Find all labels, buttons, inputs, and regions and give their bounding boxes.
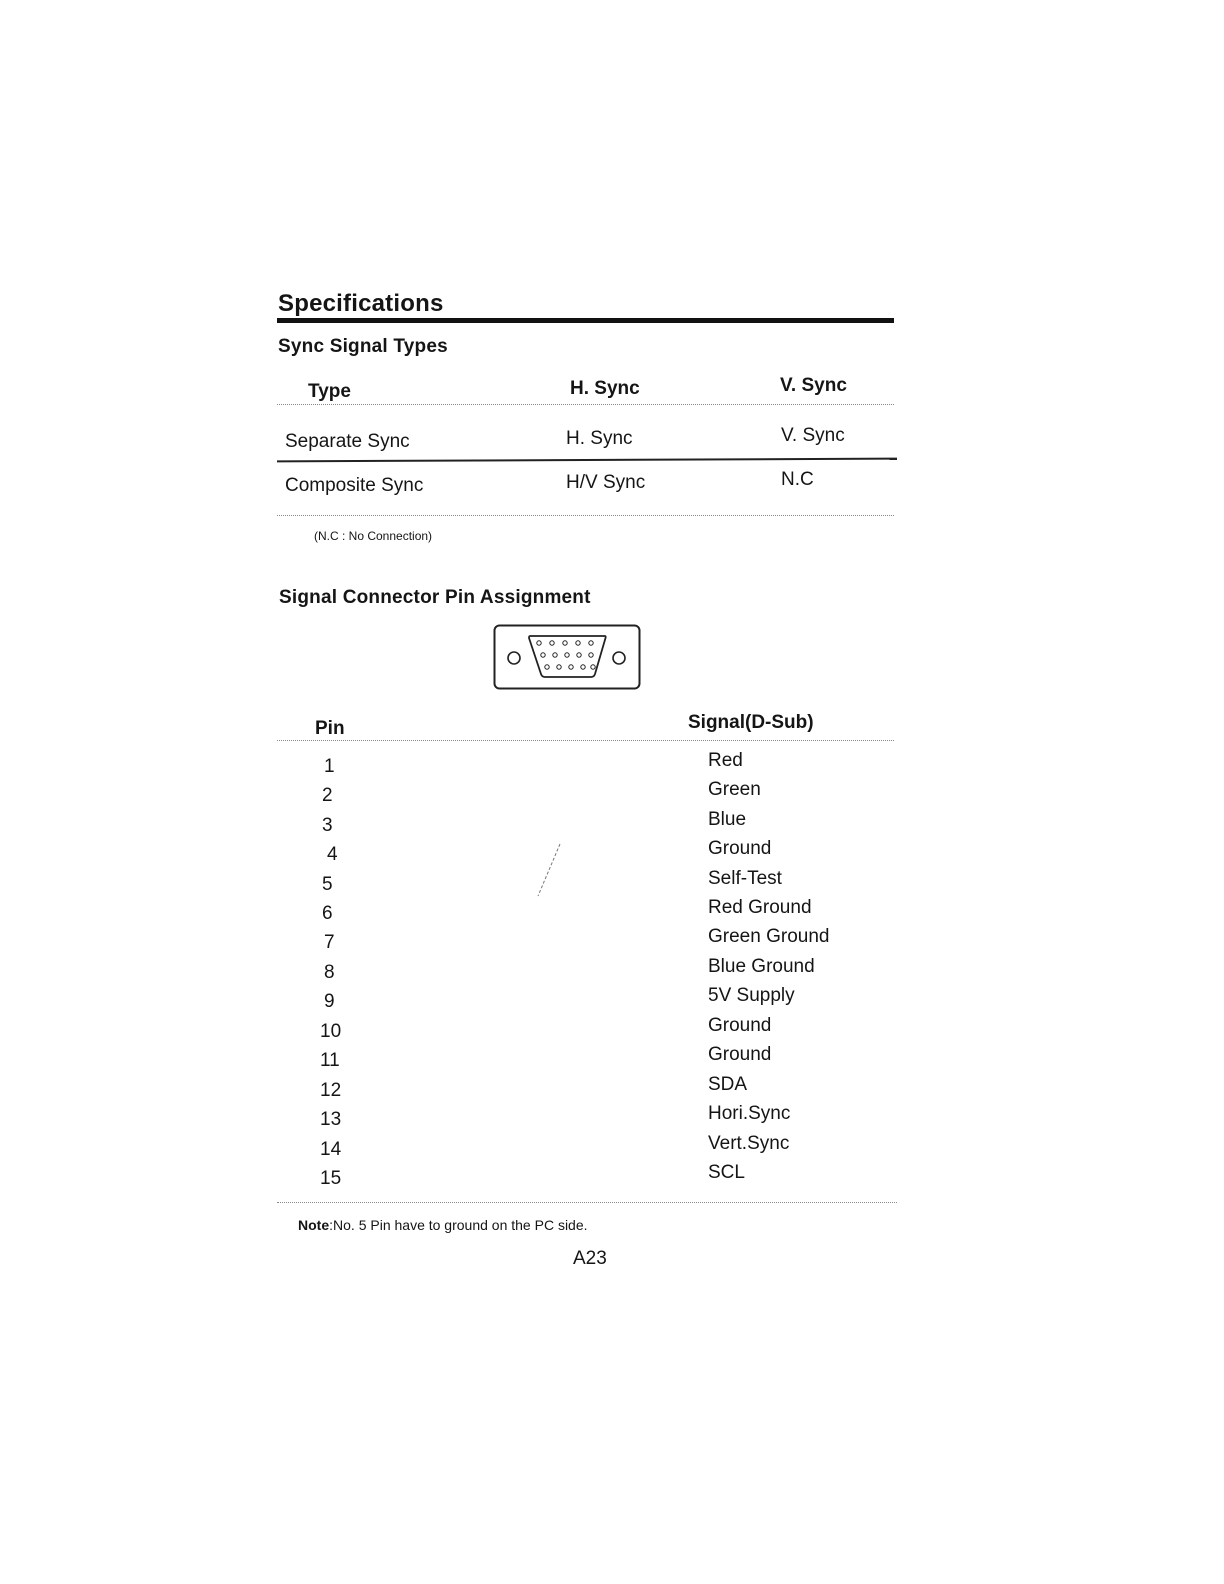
pin-assignment-heading: Signal Connector Pin Assignment xyxy=(279,587,591,608)
table-row xyxy=(0,868,1224,904)
pin-number: 2 xyxy=(322,785,333,806)
pin-signal: Self-Test xyxy=(708,868,782,889)
pin-signal: Vert.Sync xyxy=(708,1133,790,1154)
pin-number: 15 xyxy=(320,1168,342,1189)
pin-signal: Ground xyxy=(708,1044,772,1065)
pin-signal: Red Ground xyxy=(708,897,812,918)
table-row xyxy=(0,897,1224,933)
pin-number: 4 xyxy=(327,844,338,865)
sync-signal-heading: Sync Signal Types xyxy=(278,336,448,357)
col-header-signal: Signal(D-Sub) xyxy=(688,712,814,733)
table-row xyxy=(0,1015,1224,1051)
col-header-h-sync: H. Sync xyxy=(570,378,640,399)
col-header-pin: Pin xyxy=(315,718,345,739)
pin-signal: Red xyxy=(708,750,743,771)
col-header-type: Type xyxy=(308,381,351,402)
pin-number: 12 xyxy=(320,1080,342,1101)
nc-footnote: (N.C : No Connection) xyxy=(314,529,433,543)
pin-signal: Blue Ground xyxy=(708,956,815,977)
table-row xyxy=(0,1133,1224,1169)
pin-number: 5 xyxy=(322,874,333,895)
pin-number: 3 xyxy=(322,815,333,836)
pin-signal: Blue xyxy=(708,809,747,830)
pin-number: 10 xyxy=(320,1021,342,1042)
table-row xyxy=(0,750,1224,786)
table-row xyxy=(0,779,1224,815)
pin-number: 6 xyxy=(322,903,333,924)
pin-signal: 5V Supply xyxy=(708,985,795,1006)
page-title: Specifications xyxy=(278,290,444,317)
note-text: :No. 5 Pin have to ground on the PC side. xyxy=(329,1217,588,1233)
pin-number: 14 xyxy=(320,1139,342,1160)
table-row xyxy=(0,926,1224,962)
sync-row-2-h-sync: H/V Sync xyxy=(566,472,646,493)
sync-row-1-v-sync: V. Sync xyxy=(781,425,845,446)
table-row xyxy=(0,1044,1224,1080)
sync-row-2-v-sync: N.C xyxy=(781,469,814,490)
pin-number: 7 xyxy=(324,932,335,953)
sync-row-1-type: Separate Sync xyxy=(285,431,410,452)
table-row xyxy=(0,1162,1224,1198)
pin-number: 13 xyxy=(320,1109,342,1130)
sync-row-2-type: Composite Sync xyxy=(285,475,424,496)
pin-signal: SDA xyxy=(708,1074,748,1095)
pin-signal: Hori.Sync xyxy=(708,1103,791,1124)
table-row xyxy=(0,809,1224,845)
pin-number: 8 xyxy=(324,962,335,983)
pin-note xyxy=(298,1217,588,1233)
table-row xyxy=(0,1103,1224,1139)
col-header-v-sync: V. Sync xyxy=(780,375,847,396)
table-row xyxy=(0,956,1224,992)
sync-row-1-h-sync: H. Sync xyxy=(566,428,633,449)
pin-number: 11 xyxy=(320,1050,340,1071)
pin-table-bottom-rule xyxy=(277,1202,897,1203)
stray-mark-icon xyxy=(530,840,570,902)
pin-signal: Green xyxy=(708,779,761,800)
pin-signal: Ground xyxy=(708,1015,772,1036)
pin-number: 1 xyxy=(324,756,335,777)
table-row xyxy=(0,985,1224,1021)
pin-signal: Ground xyxy=(708,838,772,859)
page-number: A23 xyxy=(573,1248,607,1269)
pin-number: 9 xyxy=(324,991,335,1012)
table-row xyxy=(0,1074,1224,1110)
note-label: Note xyxy=(298,1217,330,1233)
pin-signal: SCL xyxy=(708,1162,745,1183)
pin-signal: Green Ground xyxy=(708,926,830,947)
table-row xyxy=(0,838,1224,874)
